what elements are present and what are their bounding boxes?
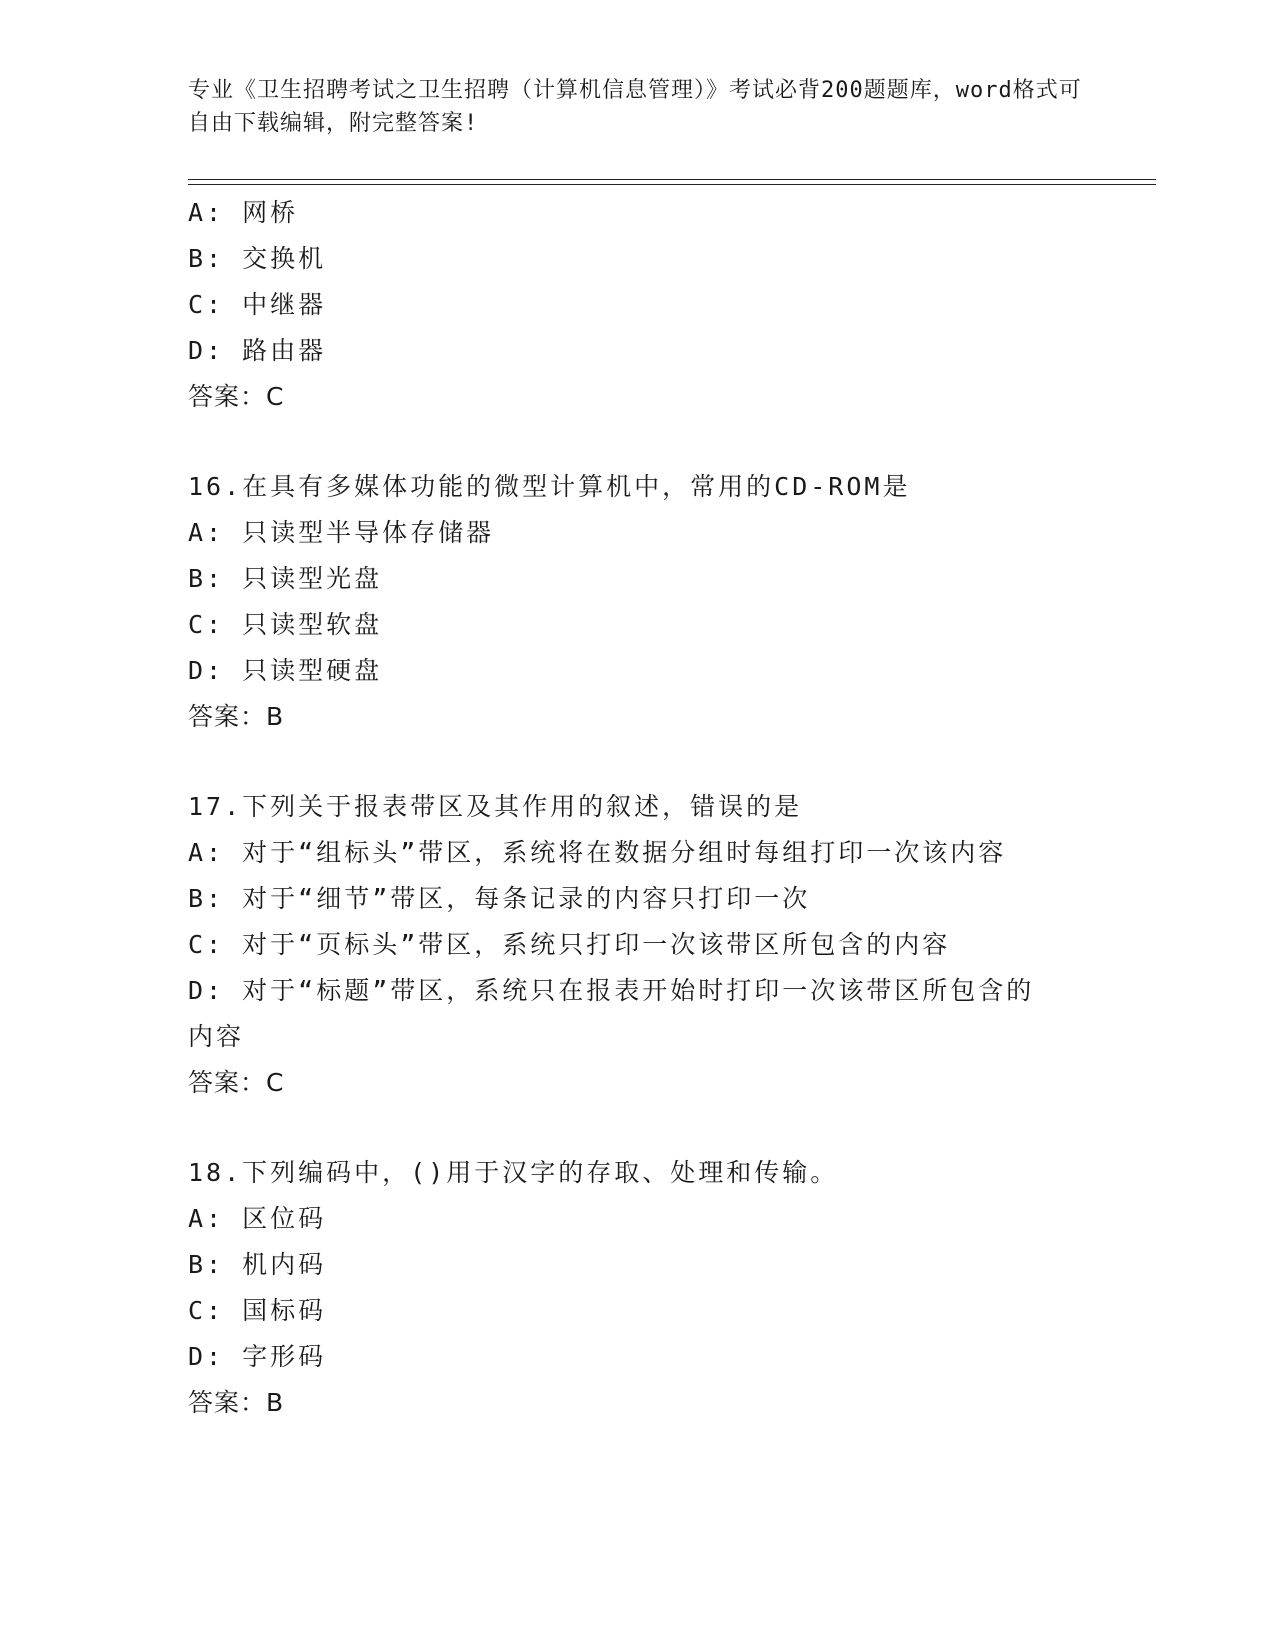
option-b: B: 只读型光盘 bbox=[188, 564, 383, 593]
option-d: D: 字形码 bbox=[188, 1342, 327, 1371]
question-text: 18.下列编码中，()用于汉字的存取、处理和传输。 bbox=[188, 1158, 839, 1187]
option-c: C: 只读型软盘 bbox=[188, 610, 383, 639]
header-rule-top bbox=[188, 179, 1156, 180]
option-b: B: 交换机 bbox=[188, 244, 327, 273]
option-a: A: 区位码 bbox=[188, 1204, 327, 1233]
question-text: 17.下列关于报表带区及其作用的叙述，错误的是 bbox=[188, 792, 803, 821]
header-rule-bottom bbox=[188, 184, 1156, 185]
question-17 bbox=[188, 784, 1088, 1106]
question-spacer bbox=[188, 740, 1088, 784]
answer-line: 答案：C bbox=[188, 382, 285, 411]
option-b: B: 对于“细节”带区，每条记录的内容只打印一次 bbox=[188, 884, 811, 913]
question-spacer bbox=[188, 1106, 1088, 1150]
question-15 bbox=[188, 190, 1088, 420]
question-16 bbox=[188, 464, 1088, 740]
answer-line: 答案：B bbox=[188, 702, 285, 731]
option-d: D: 只读型硬盘 bbox=[188, 656, 383, 685]
option-a: A: 网桥 bbox=[188, 198, 299, 227]
option-c: C: 中继器 bbox=[188, 290, 327, 319]
option-c: C: 对于“页标头”带区，系统只打印一次该带区所包含的内容 bbox=[188, 930, 951, 959]
option-b: B: 机内码 bbox=[188, 1250, 327, 1279]
option-a: A: 对于“组标头”带区，系统将在数据分组时每组打印一次该内容 bbox=[188, 838, 1007, 867]
question-text: 16.在具有多媒体功能的微型计算机中，常用的CD-ROM是 bbox=[188, 472, 911, 501]
option-d: D: 路由器 bbox=[188, 336, 327, 365]
document-header: 专业《卫生招聘考试之卫生招聘（计算机信息管理）》考试必背200题题库，word格式可自由下载编辑，附完整答案! bbox=[188, 78, 1082, 136]
option-c: C: 国标码 bbox=[188, 1296, 327, 1325]
question-spacer bbox=[188, 420, 1088, 464]
question-18 bbox=[188, 1150, 1088, 1426]
option-d: D: 对于“标题”带区，系统只在报表开始时打印一次该带区所包含的内容 bbox=[188, 976, 1035, 1051]
question-list bbox=[188, 190, 1088, 1426]
answer-line: 答案：B bbox=[188, 1388, 285, 1417]
answer-line: 答案：C bbox=[188, 1068, 285, 1097]
option-a: A: 只读型半导体存储器 bbox=[188, 518, 495, 547]
